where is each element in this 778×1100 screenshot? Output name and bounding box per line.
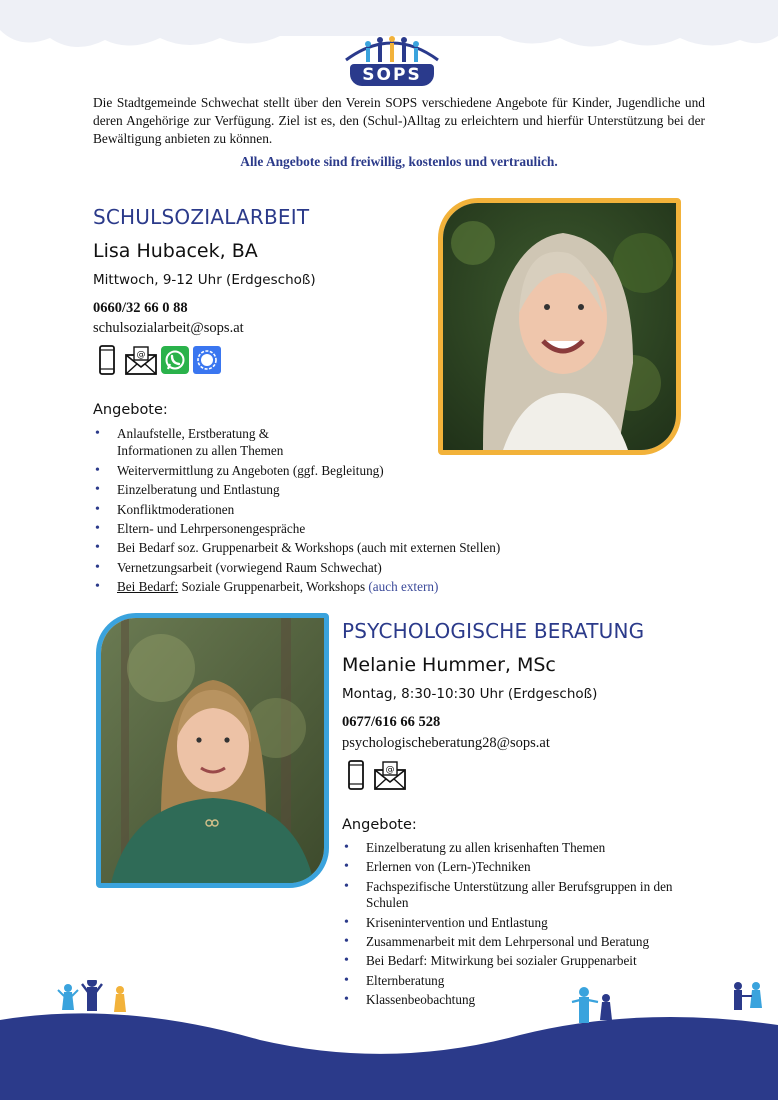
office-hours-1: Mittwoch, 9-12 Uhr (Erdgeschoß): [93, 272, 316, 288]
list-item-text: Soziale Gruppenarbeit, Workshops: [178, 579, 369, 595]
svg-text:@: @: [136, 350, 146, 360]
tagline: Alle Angebote sind freiwillig, kostenlos und vertraulich.: [240, 154, 558, 169]
contact-icons-2: [342, 760, 406, 790]
section-title-psychologische-beratung: PSYCHOLOGISCHE BERATUNG: [342, 619, 645, 643]
footer-hills-decoration: [0, 980, 778, 1100]
list-item: • Bei Bedarf: Mitwirkung bei sozialer Gruppenarbeit: [342, 951, 722, 970]
email-link-1[interactable]: schulsozialarbeit@sops.at: [93, 320, 244, 336]
signal-icon: [193, 345, 221, 375]
phone-number-2[interactable]: 0677/616 66 528: [342, 714, 441, 730]
list-item: • Erlernen von (Lern-)Techniken: [342, 857, 722, 876]
person-name-1: Lisa Hubacek, BA: [93, 240, 258, 262]
children-figures-right-icon: [572, 982, 762, 1023]
list-item-suffix: (auch extern): [368, 579, 439, 595]
office-hours-2: Montag, 8:30-10:30 Uhr (Erdgeschoß): [342, 686, 598, 702]
list-item: • Zusammenarbeit mit dem Lehrpersonal und Beratung: [342, 932, 722, 951]
logo-text: SOPS: [350, 64, 434, 86]
list-item: • Einzelberatung und Entlastung: [93, 480, 593, 499]
offers-heading-1: Angebote:: [93, 402, 168, 418]
list-item-prefix: Bei Bedarf:: [117, 579, 179, 595]
list-item-continuation: Schulen: [366, 895, 409, 911]
list-item: • Krisenintervention und Entlastung: [342, 913, 722, 932]
person-name-2: Melanie Hummer, MSc: [342, 654, 556, 676]
list-item-continuation: Informationen zu allen Themen: [117, 443, 284, 459]
list-item: • Anlaufstelle, Erstberatung &: [93, 424, 593, 443]
mail-icon: [125, 345, 157, 375]
intro-paragraph: Die Stadtgemeinde Schwechat stellt über den Verein SOPS verschiedene Angebote für Kinder, Jugendliche und deren Angehörige zur Verfügung. Ziel ist es, den (Schul-)Alltag zu erleichtern und hierfür Unterstützung bei der Bewältigung anbieten zu können.: [93, 95, 705, 146]
photo-melanie-hummer: [96, 613, 329, 888]
children-figures-left-icon: [58, 980, 126, 1012]
offers-heading-2: Angebote:: [342, 817, 417, 833]
contact-icons-1: [93, 345, 221, 375]
list-item: [93, 577, 593, 596]
mobile-phone-icon: [93, 345, 121, 375]
list-item: [342, 893, 722, 912]
list-item: • Weitervermittlung zu Angeboten (ggf. Begleitung): [93, 461, 593, 480]
list-item: • Einzelberatung zu allen krisenhaften Themen: [342, 838, 722, 857]
list-item: • Fachspezifische Unterstützung aller Berufsgruppen in den: [342, 877, 722, 896]
list-item: • Bei Bedarf soz. Gruppenarbeit & Workshops (auch mit externen Stellen): [93, 538, 593, 557]
photo-lisa-hubacek: [438, 198, 681, 455]
list-item: • Eltern- und Lehrpersonengespräche: [93, 519, 593, 538]
list-item: • Vernetzungsarbeit (vorwiegend Raum Schwechat): [93, 558, 593, 577]
list-item: • Konfliktmoderationen: [93, 500, 593, 519]
svg-text:@: @: [385, 765, 395, 775]
sops-logo: [340, 30, 444, 90]
whatsapp-icon: [161, 345, 189, 375]
list-item: • Klassenbeobachtung: [342, 990, 722, 1009]
mail-icon: [374, 760, 406, 790]
phone-number-1[interactable]: 0660/32 66 0 88: [93, 300, 188, 316]
section-title-schulsozialarbeit: SCHULSOZIALARBEIT: [93, 205, 310, 229]
mobile-phone-icon: [342, 760, 370, 790]
email-link-2[interactable]: psychologischeberatung28@sops.at: [342, 735, 550, 751]
list-item: • Elternberatung: [342, 971, 722, 990]
